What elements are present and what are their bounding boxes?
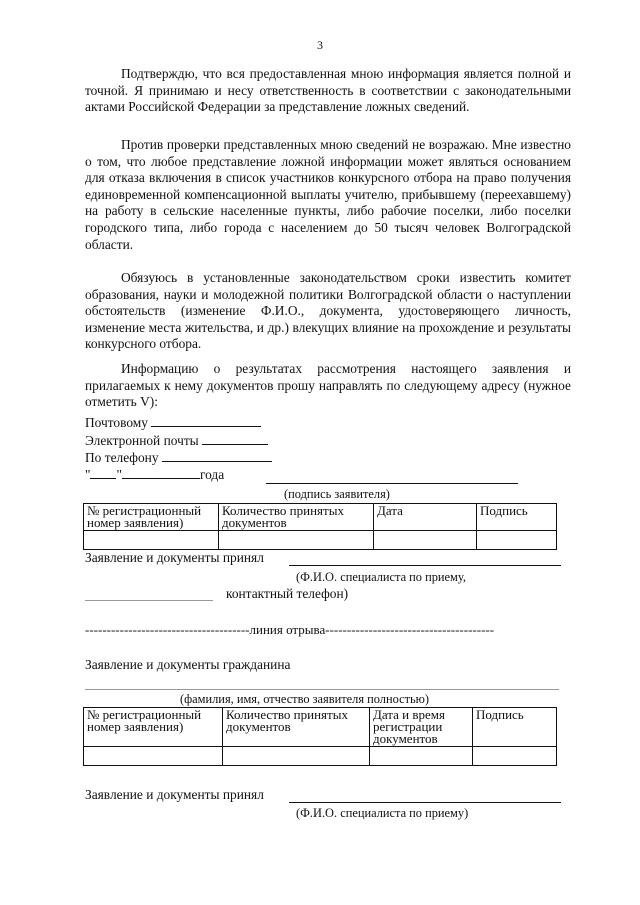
- accepted-by-2: Заявление и документы принял: [85, 787, 264, 802]
- table2-cell[interactable]: [473, 747, 557, 766]
- option-postal-label: Почтовому: [85, 415, 148, 430]
- table1-header-signature: Подпись: [477, 504, 557, 531]
- specialist-caption-2: (Ф.И.О. специалиста по приему): [296, 806, 469, 820]
- table1-header-date: Дата: [374, 504, 477, 531]
- postal-blank[interactable]: [151, 415, 261, 427]
- page-number: 3: [317, 38, 323, 52]
- paragraph-obligation: Обязуюсь в установленные законодательством сроки известить комитет образования, науки и молодежной политики Волгоградской области о наступлении обстоятельств (изменение Ф.И.О., документа, удостоверяющего личность, изменение места жительства, и др.) влекущих влияние на прохождение и результаты конкурсного отбора.: [85, 270, 571, 352]
- citizen-fio-line[interactable]: [85, 689, 559, 690]
- option-postal[interactable]: [85, 415, 261, 432]
- table-row[interactable]: [84, 747, 557, 766]
- registration-table-2: [83, 707, 557, 766]
- table2-cell[interactable]: [223, 747, 370, 766]
- accepted-by-1-line[interactable]: [289, 565, 561, 566]
- table2-header-datetime: Дата и время регистрации документов: [370, 708, 473, 747]
- option-phone[interactable]: [85, 450, 272, 467]
- phone-blank[interactable]: [162, 450, 272, 462]
- paragraph-delivery: Информацию о результатах рассмотрения настоящего заявления и прилагаемых к нему документов прошу направлять по следующему адресу (нужное отметить V):: [85, 361, 571, 410]
- table1-cell[interactable]: [374, 531, 477, 550]
- signature-line[interactable]: [266, 483, 518, 484]
- table2-header-reg-number: № регистрационный номер заявления): [84, 708, 223, 747]
- date-month-blank[interactable]: [122, 467, 200, 479]
- paragraph-confirmation: Подтверждю, что вся предоставленная мною информация является полной и точной. Я принимаю и несу ответственность в соответствии с законодательными актами Российской Федерации за представление ложных сведений.: [85, 66, 571, 115]
- date-day-blank[interactable]: [90, 467, 116, 479]
- table1-cell[interactable]: [219, 531, 374, 550]
- table2-header-doc-count: Количество принятых документов: [223, 708, 370, 747]
- option-email[interactable]: [85, 433, 268, 450]
- paragraph-no-objection: Против проверки представленных мною сведений не возражаю. Мне известно о том, что любое представление ложной информации может являться основанием для отказа включения в список участников конкурсного отбора на право получения единовременной компенсационной выплаты учителю, прибывшему (переехавшему) на работу в сельские населенные пункты, либо рабочие поселки, либо поселки городского типа, либо города с населением до 50 тысяч человек Волгоградской области.: [85, 137, 571, 252]
- signature-caption: (подпись заявителя): [284, 487, 390, 501]
- registration-table-1: [83, 503, 557, 550]
- date-line[interactable]: " " года: [85, 467, 225, 482]
- table1-cell[interactable]: [477, 531, 557, 550]
- citizen-docs-label: Заявление и документы гражданина: [85, 657, 291, 672]
- contact-phone-label: контактный телефон): [226, 586, 349, 601]
- table2-header-signature: Подпись: [473, 708, 557, 747]
- accepted-by-1: Заявление и документы принял: [85, 550, 264, 565]
- table1-header-doc-count: Количество принятых документов: [219, 504, 374, 531]
- table2-cell[interactable]: [370, 747, 473, 766]
- table-row[interactable]: [84, 531, 557, 550]
- fio-caption: (фамилия, имя, отчество заявителя полностью): [180, 692, 430, 706]
- table2-cell[interactable]: [84, 747, 223, 766]
- accepted-by-2-line[interactable]: [289, 802, 561, 803]
- option-email-label: Электронной почты: [85, 433, 199, 448]
- option-phone-label: По телефону: [85, 450, 159, 465]
- cut-line: --------------------------------------линия отрыва---------------------------------------: [85, 622, 495, 637]
- specialist-caption-1: (Ф.И.О. специалиста по приему,: [296, 570, 466, 584]
- year-label: года: [199, 467, 225, 482]
- table1-header-reg-number: № регистрационный номер заявления): [84, 504, 219, 531]
- contact-phone-line[interactable]: [85, 600, 213, 601]
- email-blank[interactable]: [202, 433, 268, 445]
- table-row: [84, 708, 557, 747]
- table1-cell[interactable]: [84, 531, 219, 550]
- table-row: [84, 504, 557, 531]
